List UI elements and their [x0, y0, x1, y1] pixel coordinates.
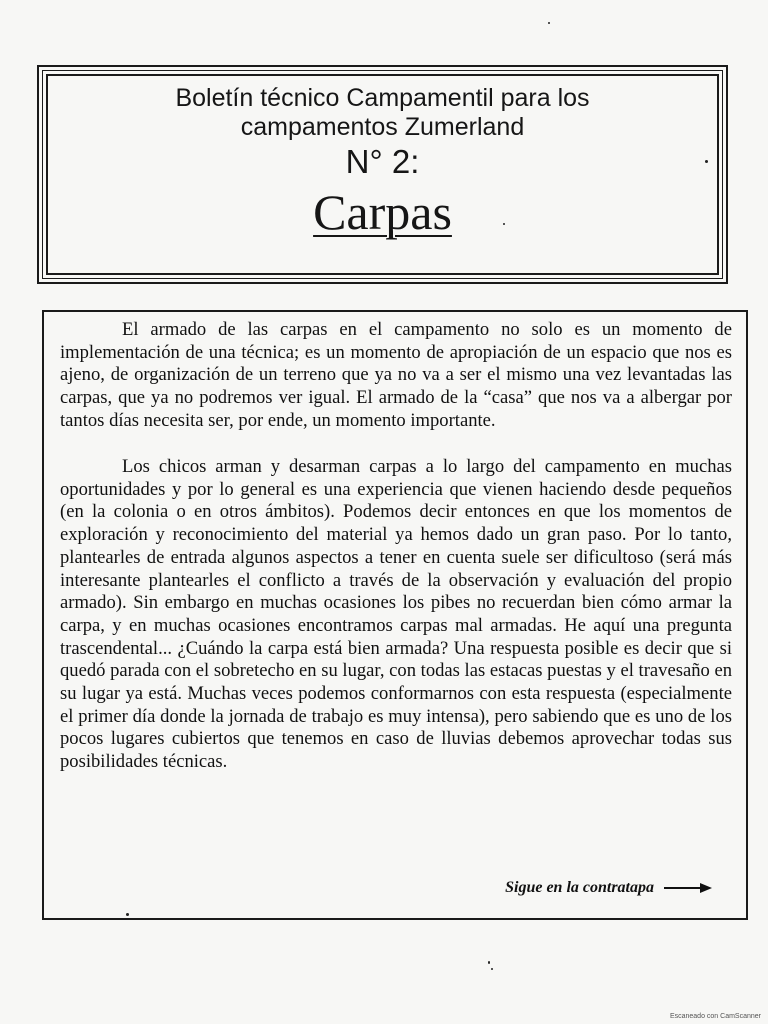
scan-speck [488, 961, 490, 964]
continued-note-text: Sigue en la contratapa [505, 879, 654, 896]
bulletin-number: N° 2: [345, 143, 420, 180]
scan-speck [491, 968, 493, 970]
paragraph-1 [60, 319, 732, 433]
article-box [42, 310, 748, 920]
continued-note [505, 879, 712, 897]
bulletin-subtitle-line1: Boletín técnico Campamentil para los [175, 84, 590, 112]
paragraph-1-text: El armado de las carpas en el campamento no solo es un momento de implementación de una técnica; es un momento de apropiación de un espacio que nos es ajeno, de organización de un terreno que ya no va a ser el mismo una vez levantadas las carpas, que ya no podremos ver igual. El armado de la “casa” que nos va a albergar por tantos días necesita ser, por ende, un momento importante. [60, 319, 732, 431]
scan-speck [548, 22, 550, 24]
scanner-watermark: Escaneado con CamScanner [669, 1013, 761, 1020]
bulletin-subtitle-line2: campamentos Zumerland [240, 113, 525, 141]
scan-speck [705, 160, 708, 163]
page-title: Carpas [313, 184, 452, 240]
scan-speck [126, 913, 129, 916]
right-arrow-icon [664, 882, 712, 894]
paragraph-2 [60, 456, 732, 774]
title-frame [37, 65, 728, 284]
scan-speck [503, 223, 505, 225]
paragraph-2-text: Los chicos arman y desarman carpas a lo largo del campamento en muchas oportunidades y por lo general es una experiencia que vienen haciendo desde pequeños (en la colonia o en otros ámbitos). Podemos decir entonces en que los momentos de exploración y reconocimiento del material ya hemos dado un gran paso. Por lo tanto, plantearles de entrada algunos aspectos a tener en cuenta suele ser dificultoso (será más interesante plantearles el conflicto a través de la observación y evaluación del propio armado). Sin embargo en muchas ocasiones los pibes no recuerdan bien cómo armar la carpa, y en muchas ocasiones encontramos carpas mal armadas. He aquí una pregunta trascendental... ¿Cuándo la carpa está bien armada? Una respuesta posible es decir que si quedó parada con el sobretecho en su lugar, con todas las estacas puestas y el travesaño en su lugar ya está. Muchas veces podemos conformarnos con esta respuesta (especialmente el primer día donde la jornada de trabajo es muy intensa), pero sabiendo que es uno de los pocos lugares cubiertos que tenemos en caso de lluvias debemos aprovechar todas sus posibilidades técnicas. [60, 456, 732, 773]
